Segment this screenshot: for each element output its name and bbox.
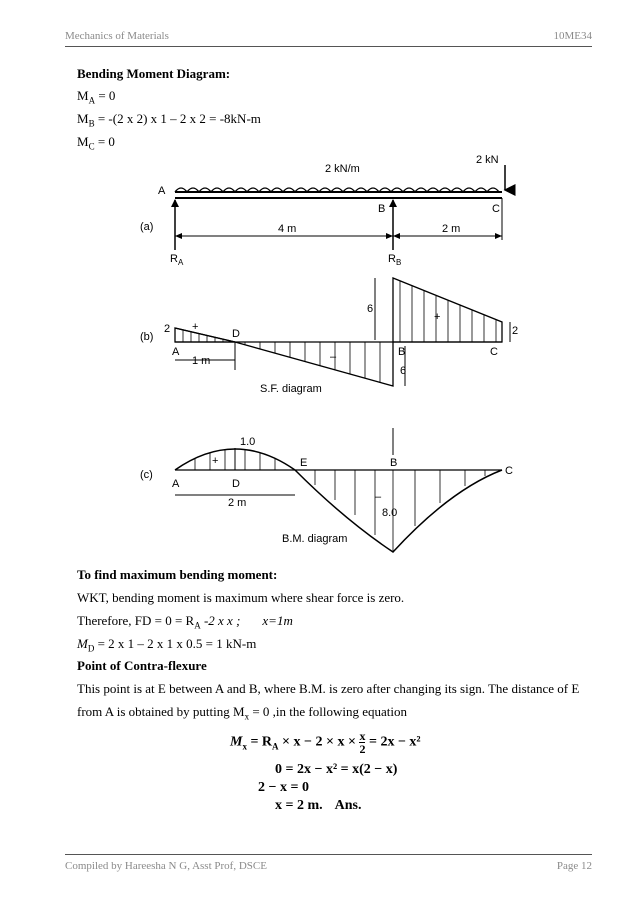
contra-para1: This point is at E between A and B, where B.M. is zero after changing its sign. The distance of E [77, 681, 580, 696]
equation-3: 2 − x = 0 [258, 780, 309, 795]
contra-para2: from A is obtained by putting $M_x = 0$ ,in the following equation [77, 704, 407, 722]
subfig-b-label: (b) [140, 331, 154, 343]
equation-2: 0 = 2x − x² = x(2 − x) [275, 762, 398, 777]
span-2m-label: 2 m [442, 223, 461, 235]
footer-author: Compiled by Hareesha N G, Asst Prof, DSCE [65, 860, 267, 872]
header-title: Mechanics of Materials [65, 30, 169, 42]
bm-plus: + [212, 455, 219, 467]
beam-figure [140, 154, 530, 560]
bm-point-b-label: B [390, 457, 398, 469]
sf-plus-left: + [192, 321, 199, 333]
subfig-a-label: (a) [140, 221, 154, 233]
sf-2-right-label: 2 [512, 325, 519, 337]
bm-2m-label: 2 m [228, 497, 247, 509]
sf-point-b-label: B [398, 346, 406, 358]
page-header [65, 30, 592, 46]
bmd-heading: Bending Moment Diagram: [77, 66, 231, 81]
bm-point-a-label: A [172, 478, 180, 490]
ma-line: $M_A = 0$ [77, 88, 116, 106]
contra-heading: Point of Contra-flexure [77, 658, 207, 673]
bm-point-e-label: E [300, 457, 308, 469]
sf-diagram-caption: S.F. diagram [260, 383, 322, 395]
point-load-label: 2 kN [476, 154, 499, 166]
mc-line: $M_C = 0$ [77, 134, 115, 152]
subfig-c-label: (c) [140, 469, 153, 481]
sf-6-bottom-label: 6 [400, 365, 407, 377]
sf-point-d-label: D [232, 328, 240, 340]
header-code: 10ME34 [553, 30, 592, 42]
point-a-label: A [158, 185, 166, 197]
sf-1m-label: 1 m [192, 355, 211, 367]
sf-point-a-label: A [172, 346, 180, 358]
sf-minus: – [330, 351, 337, 363]
bm-point-c-label: C [505, 465, 513, 477]
udl-label: 2 kN/m [325, 163, 360, 175]
span-4m-label: 4 m [278, 223, 297, 235]
bm-minus: – [375, 491, 382, 503]
reaction-b-label: $R_B$ [388, 253, 402, 267]
bm-1-label: 1.0 [240, 436, 256, 448]
footer-page-number: Page 12 [556, 860, 592, 872]
bm-point-d-label: D [232, 478, 240, 490]
bm-8-label: 8.0 [382, 507, 398, 519]
sf-point-c-label: C [490, 346, 498, 358]
max-bm-line3: $M_D = 2$ x 1 – 2 x 1 x 0.5 = 1 kN-m [77, 636, 257, 654]
reaction-a-label: $R_A$ [170, 253, 184, 267]
bm-diagram-caption: B.M. diagram [282, 533, 348, 545]
point-c-label: C [492, 203, 500, 215]
mb-line: $M_B = -(2$ x 2) x 1 – 2 x 2 = -8kN-m [77, 111, 261, 129]
max-bm-heading: To find maximum bending moment: [77, 567, 278, 582]
sf-plus-right: + [434, 311, 441, 323]
shear-force-panel [175, 278, 510, 386]
beam-panel [171, 165, 505, 250]
header-rule [65, 46, 592, 47]
max-bm-line2: Therefore, FD = $0 = R_A$ -2 x x ; x=1m [77, 613, 293, 631]
sf-2-left-label: 2 [164, 323, 171, 335]
point-b-label: B [378, 203, 386, 215]
max-bm-line1: WKT, bending moment is maximum where shear force is zero. [77, 590, 405, 605]
equation-4: x = 2 m. Ans. [275, 798, 362, 813]
sf-6-top-label: 6 [367, 303, 374, 315]
equation-1: $M_x = R_A \times x - 2 \times x$ × $\frac{x}{2}$ = 2x − x² [230, 729, 421, 756]
footer-rule [65, 854, 592, 855]
